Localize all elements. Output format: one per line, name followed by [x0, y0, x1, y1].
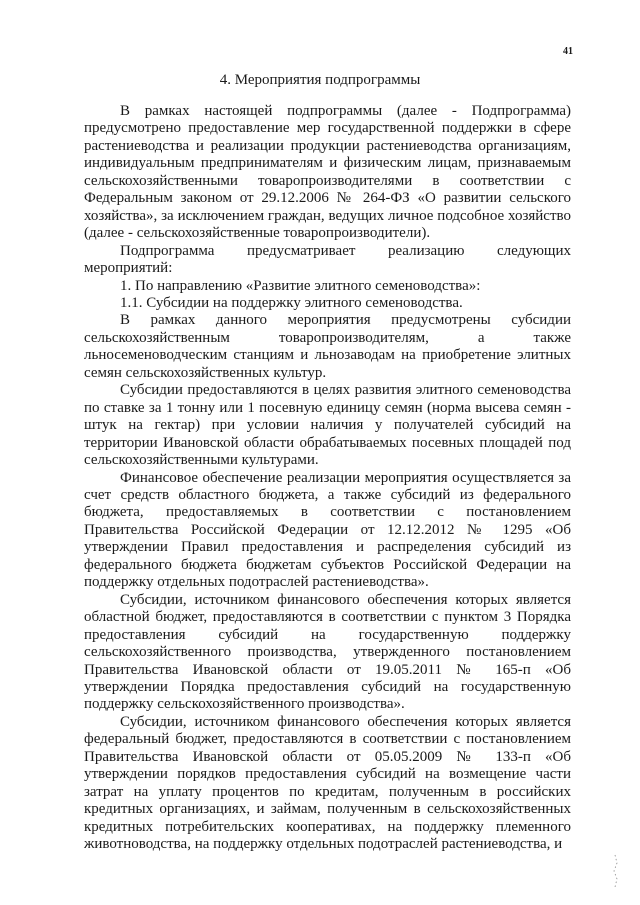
- paragraph-regional-budget: Субсидии, источником финансового обеспечения которых является областной бюджет, предоставляются в соответствии с пунктом 3 Порядка предоставления субсидий на государственную поддержку сельскохозяйственного производства, утвержденного постановлением Правительства Ивановской области от 19.05.2011 № 165-п «Об утверждении Порядка предоставления субсидий на государственную поддержку сельскохозяйственного производства».: [84, 591, 571, 713]
- paragraph-intro: В рамках настоящей подпрограммы (далее - Подпрограмма) предусмотрено предоставление мер государственной поддержки в сфере растениеводства и реализации продукции растениеводства организациям, индивидуальным предпринимателям и физическим лицам, признаваемым сельскохозяйственными товаропроизводителями в соответствии с Федеральным законом от 29.12.2006 № 264-ФЗ «О развитии сельского хозяйства», за исключением граждан, ведущих личное подсобное хозяйство (далее - сельскохозяйственные товаропроизводители).: [84, 103, 571, 242]
- paragraph-item-1-1: 1.1. Субсидии на поддержку элитного семеноводства.: [120, 294, 463, 311]
- paragraph-subsidy-rate: Субсидии предоставляются в целях развития элитного семеноводства по ставке за 1 тонну или 1 посевную единицу семян (норма высева семян - штук на гектар) при условии наличия у получателей субсидий на территории Ивановской области обрабатываемых посевных площадей под сельскохозяйственными культурами.: [84, 382, 571, 469]
- paragraph-subsidy-scope: В рамках данного мероприятия предусмотрены субсидии сельскохозяйственным товаропроизводителям, а также льносеменоводческим станциям и льнозаводам на приобретение элитных семян сельскохозяйственных культур.: [84, 312, 571, 381]
- page-number: 41: [563, 46, 573, 57]
- paragraph-direction-1: 1. По направлению «Развитие элитного семеноводства»:: [120, 277, 481, 294]
- paragraph-federal-budget: Субсидии, источником финансового обеспечения которых является федеральный бюджет, предоставляются в соответствии с постановлением Правительства Ивановской области от 05.05.2009 № 133-п «Об утверждении порядков предоставления субсидий на возмещение части затрат на уплату процентов по кредитам, полученным в российских кредитных организациях, и займам, полученным в сельскохозяйственных кредитных потребительских кооперативах, на поддержку племенного животноводства, на поддержку отдельных подотраслей растениеводства, и: [84, 713, 571, 853]
- document-body: [84, 103, 571, 853]
- paragraph-measures: Подпрограмма предусматривает реализацию следующих мероприятий:: [84, 242, 571, 277]
- paragraph-financing: Финансовое обеспечение реализации мероприятия осуществляется за счет средств областного бюджета, а также субсидий из федерального бюджета, предоставляемых в соответствии с постановлением Правительства Российской Федерации от 12.12.2012 № 1295 «Об утверждении Правил предоставления и распределения субсидий из федерального бюджета бюджетам субъектов Российской Федерации на поддержку отдельных подотраслей растениеводства».: [84, 469, 571, 591]
- section-heading: 4. Мероприятия подпрограммы: [219, 72, 421, 88]
- scan-artifact-mark: [608, 853, 622, 893]
